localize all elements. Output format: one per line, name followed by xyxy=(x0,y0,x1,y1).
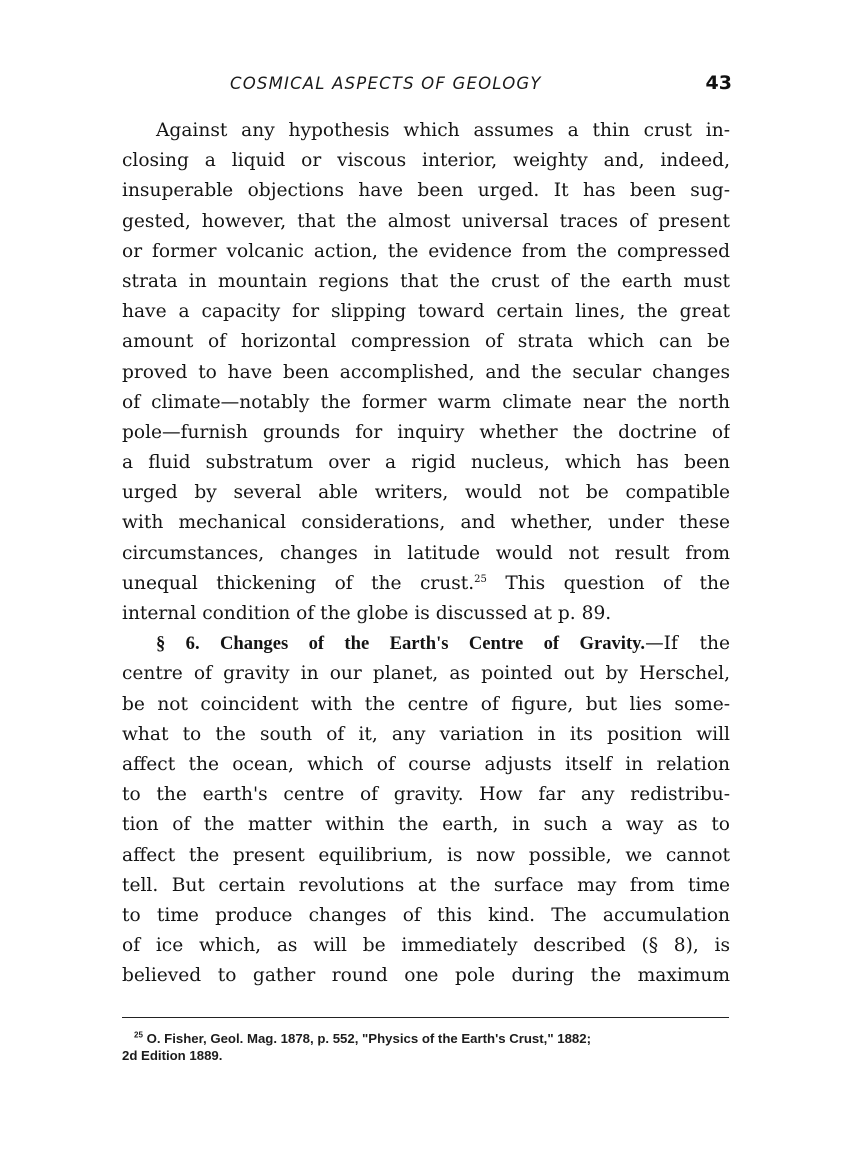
paragraph-1-line: gested, however, that the almost universal traces of present xyxy=(122,210,730,232)
paragraph-1-line: circumstances, changes in latitude would not result from xyxy=(122,542,730,564)
paragraph-1-line: have a capacity for slipping toward certain lines, the great xyxy=(122,301,730,323)
line-text: unequal thickening of the crust. xyxy=(122,572,475,594)
line-text: —If the xyxy=(645,633,730,655)
paragraph-1-line: proved to have been accomplished, and the secular changes xyxy=(122,361,730,383)
section-6-line: to the earth's centre of gravity. How far any redistribu- xyxy=(122,784,730,806)
paragraph-1-line: urged by several able writers, would not be compatible xyxy=(122,482,730,504)
paragraph-1-line: Against any hypothesis which assumes a thin crust in- xyxy=(156,120,730,141)
paragraph-1-line: pole—furnish grounds for inquiry whether the doctrine of xyxy=(122,421,730,443)
footnote-divider xyxy=(122,1017,729,1018)
paragraph-1-line: closing a liquid or viscous interior, weighty and, indeed, xyxy=(122,150,730,172)
page-number: 43 xyxy=(705,72,732,94)
footnote-text: O. Fisher, Geol. Mag. 1878, p. 552, "Physics of the Earth's Crust," 1882; xyxy=(142,1031,591,1046)
paragraph-1-last-line: internal condition of the globe is discussed at p. 89. xyxy=(122,603,612,624)
section-6-line: believed to gather round one pole during the maximum xyxy=(122,965,730,987)
section-heading: § 6. Changes of the Earth's Centre of Gravity. xyxy=(156,633,646,655)
section-6-heading-line xyxy=(122,629,730,659)
paragraph-1-line: strata in mountain regions that the crust of the earth must xyxy=(122,270,730,292)
section-6-line: to time produce changes of this kind. The accumulation xyxy=(122,904,730,926)
section-6-line: what to the south of it, any variation in its position will xyxy=(122,723,730,745)
footnote-reference[interactable]: 25 xyxy=(474,573,487,585)
section-6-line: centre of gravity in our planet, as pointed out by Herschel, xyxy=(122,663,730,685)
footnotes xyxy=(122,1030,730,1064)
section-6-line: be not coincident with the centre of figure, but lies some- xyxy=(122,693,730,715)
footnote-line: 2d Edition 1889. xyxy=(122,1048,223,1063)
section-6-line: affect the ocean, which of course adjusts itself in relation xyxy=(122,753,730,775)
paragraph-1-line: with mechanical considerations, and whether, under these xyxy=(122,512,730,534)
paragraph-1-line: insuperable objections have been urged. It has been sug- xyxy=(122,180,730,202)
body-text xyxy=(122,116,730,991)
footnote-marker: 25 xyxy=(134,1030,143,1040)
line-text: This question of the xyxy=(486,572,730,594)
section-6-line: of ice which, as will be immediately described (§ 8), is xyxy=(122,935,730,957)
paragraph-1-line: or former volcanic action, the evidence from the compressed xyxy=(122,240,730,262)
section-6-line: tion of the matter within the earth, in such a way as to xyxy=(122,814,730,836)
section-6-line: affect the present equilibrium, is now possible, we cannot xyxy=(122,844,730,866)
running-header xyxy=(122,72,734,102)
paragraph-1-line-with-note xyxy=(122,569,730,599)
paragraph-1-line: amount of horizontal compression of strata which can be xyxy=(122,331,730,353)
running-title: COSMICAL ASPECTS OF GEOLOGY xyxy=(230,74,542,93)
paragraph-1-line: a fluid substratum over a rigid nucleus, which has been xyxy=(122,452,730,474)
footnote-line xyxy=(122,1030,730,1047)
paragraph-1-line: of climate—notably the former warm climate near the north xyxy=(122,391,730,413)
section-6-line: tell. But certain revolutions at the surface may from time xyxy=(122,874,730,896)
